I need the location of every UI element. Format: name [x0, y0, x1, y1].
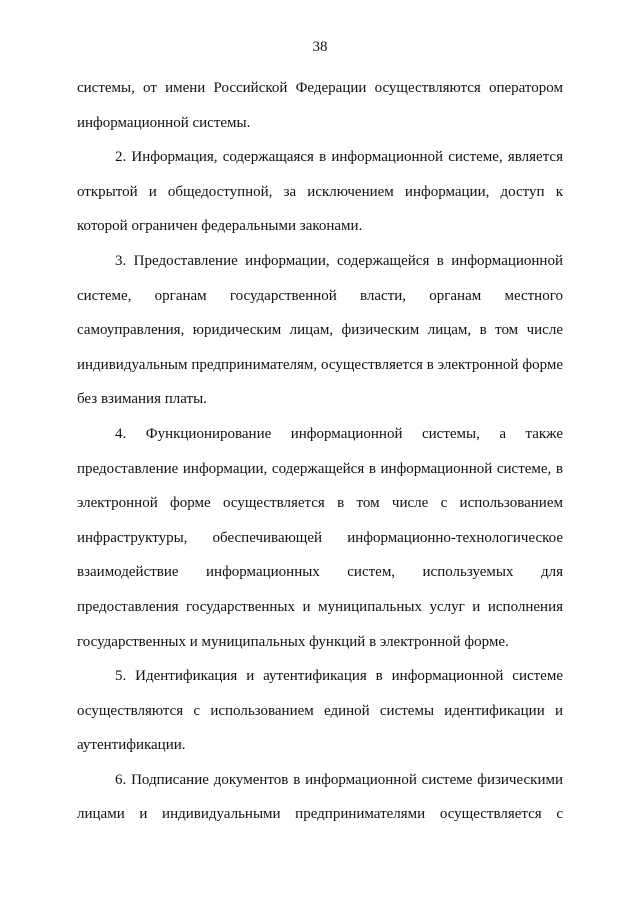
- paragraph-6: 6. Подписание документов в информационной системе физическими лицами и индивидуальными предпринимателями осуществляется с: [77, 771, 563, 823]
- paragraph-4: 4. Функционирование информационной системы, а также предоставление информации, содержащейся в информационной системе, в электронной форме осуществляется в том числе с использованием инфраструктуры, обеспечивающей информационно-технологическое взаимодействие информационных систем, используемых для предоставления государственных и муниципальных услуг и исполнения государственных и муниципальных функций в электронной форме.: [77, 425, 563, 650]
- paragraph-3: 3. Предоставление информации, содержащейся в информационной системе, органам государственной власти, органам местного самоуправления, юридическим лицам, физическим лицам, в том числе индивидуальным предпринимателям, осуществляется в электронной форме без взимания платы.: [77, 252, 563, 408]
- document-body: [77, 71, 563, 832]
- paragraph-2: 2. Информация, содержащаяся в информационной системе, является открытой и общедоступной, за исключением информации, доступ к которой ограничен федеральными законами.: [77, 149, 563, 235]
- paragraph-continuation: системы, от имени Российской Федерации осуществляются оператором информационной системы.: [77, 80, 563, 131]
- paragraph-5: 5. Идентификация и аутентификация в информационной системе осуществляются с использованием единой системы идентификации и аутентификации.: [77, 668, 563, 754]
- page-number: 38: [312, 39, 328, 55]
